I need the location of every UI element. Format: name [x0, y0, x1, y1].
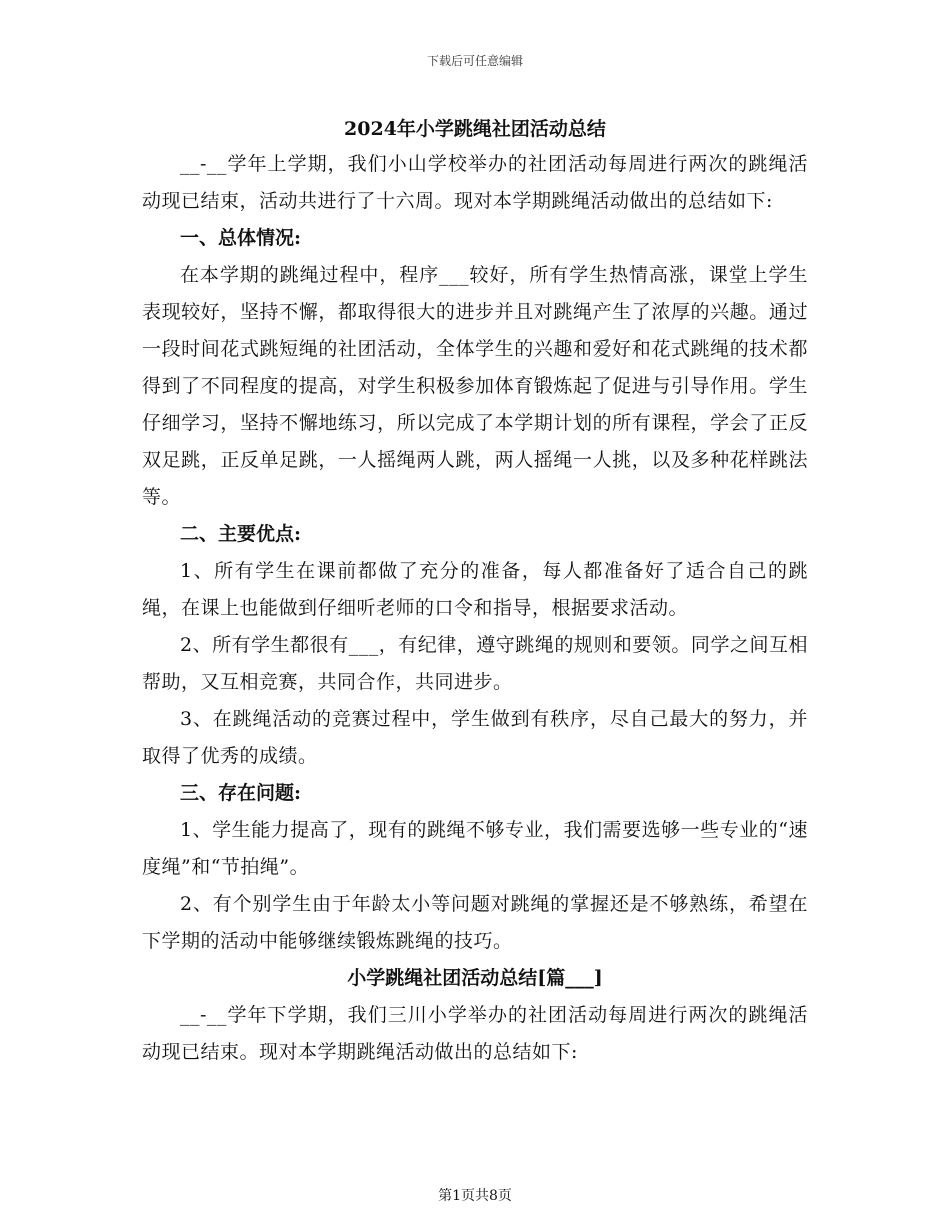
section-heading-strengths: 二、主要优点: [180, 523, 302, 545]
part2-title: 小学跳绳社团活动总结[篇___] [347, 967, 603, 989]
document-title: 2024年小学跳绳社团活动总结 [344, 118, 606, 140]
overview-paragraph: 在本学期的跳绳过程中，程序___较好，所有学生热情高涨，课堂上学生表现较好，坚持不懈，都取得很大的进步并且对跳绳产生了浓厚的兴趣。通过一段时间花式跳短绳的社团活动，全体学生的兴趣和爱好和花式跳绳的技术都得到了不同程度的提高，对学生积极参加体育锻炼起了促进与引导作用。学生仔细学习，坚持不懈地练习，所以完成了本学期计划的所有课程，学会了正反双足跳，正反单足跳，一人摇绳两人跳，两人摇绳一人挑，以及多种花样跳法等。 [142, 264, 808, 508]
problem-item-2: 2、有个别学生由于年龄太小等问题对跳绳的掌握还是不够熟练，希望在下学期的活动中能够继续锻炼跳绳的技巧。 [142, 893, 808, 952]
section-heading-overview: 一、总体情况: [180, 227, 302, 249]
part2-intro-paragraph: __-__学年下学期，我们三川小学举办的社团活动每周进行两次的跳绳活动现已结束。现对本学期跳绳活动做出的总结如下: [142, 1004, 808, 1063]
intro-paragraph: __-__学年上学期，我们小山学校举办的社团活动每周进行两次的跳绳活动现已结束，活动共进行了十六周。现对本学期跳绳活动做出的总结如下: [142, 153, 808, 212]
strength-item-3: 3、在跳绳活动的竞赛过程中，学生做到有秩序，尽自己最大的努力，并取得了优秀的成绩。 [142, 708, 808, 767]
document-body [142, 112, 808, 1071]
problem-item-1: 1、学生能力提高了，现有的跳绳不够专业，我们需要选够一些专业的“速度绳”和“节拍绳”。 [142, 819, 808, 878]
strength-item-2: 2、所有学生都很有___，有纪律，遵守跳绳的规则和要领。同学之间互相帮助，又互相竞赛，共同合作，共同进步。 [142, 634, 808, 693]
section-heading-problems: 三、存在问题: [180, 782, 302, 804]
page-header-note: 下载后可任意编辑 [426, 54, 523, 68]
strength-item-1: 1、所有学生在课前都做了充分的准备，每人都准备好了适合自己的跳绳，在课上也能做到仔细听老师的口令和指导，根据要求活动。 [142, 560, 808, 619]
page-footer-number: 第1页共8页 [438, 1188, 512, 1204]
